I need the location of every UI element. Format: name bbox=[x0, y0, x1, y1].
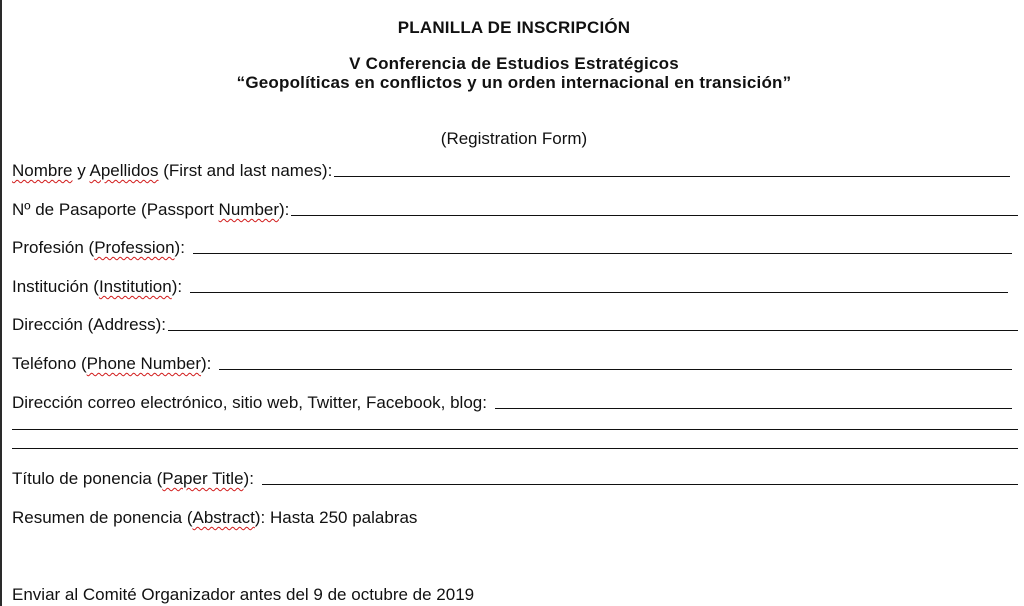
contact-label: Dirección correo electrónico, sitio web, Twitter, Facebook, blog: bbox=[12, 393, 487, 412]
address-field[interactable] bbox=[12, 313, 1018, 335]
submission-deadline: Enviar al Comité Organizador antes del 9 de octubre de 2019 bbox=[12, 585, 475, 604]
profession-label: Profesión (Profession): bbox=[12, 238, 185, 257]
conference-name: V Conferencia de Estudios Estratégicos bbox=[349, 54, 679, 73]
contact-extra-line-2[interactable] bbox=[12, 448, 1018, 449]
paper-title-input-line[interactable] bbox=[262, 484, 1018, 485]
name-input-line[interactable] bbox=[334, 176, 1010, 177]
contact-extra-line-1[interactable] bbox=[12, 429, 1018, 430]
address-label: Dirección (Address): bbox=[12, 315, 166, 334]
phone-input-line[interactable] bbox=[219, 369, 1012, 370]
passport-input-line[interactable] bbox=[291, 215, 1018, 216]
abstract-label: Resumen de ponencia (Abstract): Hasta 250 palabras bbox=[12, 508, 418, 527]
paper-title-field[interactable] bbox=[12, 467, 1018, 489]
address-input-line[interactable] bbox=[168, 330, 1018, 331]
paper-title-label: Título de ponencia (Paper Title): bbox=[12, 469, 254, 488]
form-title: PLANILLA DE INSCRIPCIÓN bbox=[397, 18, 631, 37]
phone-label: Teléfono (Phone Number): bbox=[12, 354, 212, 373]
passport-label: Nº de Pasaporte (Passport Number): bbox=[12, 200, 290, 219]
profession-field[interactable] bbox=[12, 236, 1018, 258]
profession-input-line[interactable] bbox=[193, 253, 1012, 254]
institution-label: Institución (Institution): bbox=[12, 277, 183, 296]
contact-field[interactable] bbox=[12, 391, 1018, 413]
passport-field[interactable] bbox=[12, 198, 1018, 220]
name-label: Nombre y Apellidos (First and last names): bbox=[12, 161, 333, 180]
institution-input-line[interactable] bbox=[190, 292, 1008, 293]
name-field[interactable] bbox=[12, 159, 1018, 181]
conference-theme: “Geopolíticas en conflictos y un orden internacional en transición” bbox=[236, 73, 792, 92]
institution-field[interactable] bbox=[12, 275, 1018, 297]
phone-field[interactable] bbox=[12, 352, 1018, 374]
form-subtitle: (Registration Form) bbox=[440, 129, 588, 148]
contact-input-line[interactable] bbox=[495, 408, 1012, 409]
